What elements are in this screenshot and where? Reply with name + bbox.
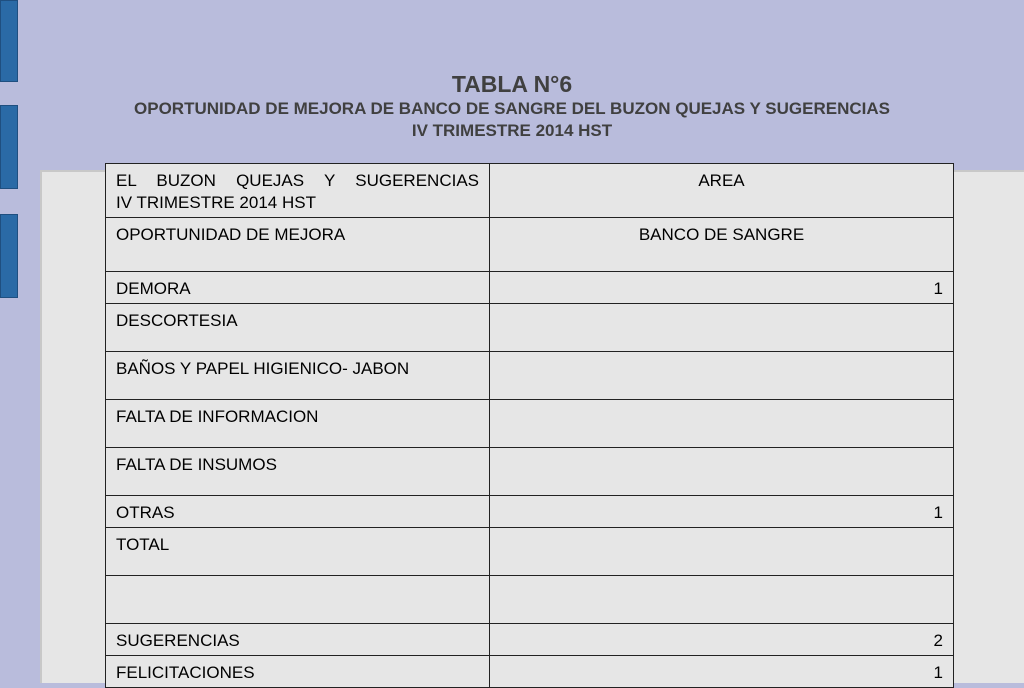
- table-row: [106, 304, 954, 352]
- row-value: 1: [490, 656, 954, 688]
- row-label: [106, 576, 490, 624]
- subheader-cell-opportunity: OPORTUNIDAD DE MEJORA: [106, 218, 490, 272]
- table-row: [106, 352, 954, 400]
- complaints-table: [105, 163, 954, 688]
- table-row: [106, 272, 954, 304]
- table-row: [106, 400, 954, 448]
- table-row: [106, 624, 954, 656]
- row-label: DEMORA: [106, 272, 490, 304]
- table-row: [106, 576, 954, 624]
- table-row: [106, 496, 954, 528]
- row-value: [490, 400, 954, 448]
- row-value: 1: [490, 272, 954, 304]
- table-header-row: [106, 164, 954, 218]
- page-title: TABLA N°6: [451, 71, 573, 97]
- row-value: [490, 448, 954, 496]
- header-cell-area: AREA: [490, 164, 954, 218]
- table-subheader-row: [106, 218, 954, 272]
- row-label: DESCORTESIA: [106, 304, 490, 352]
- row-label: FALTA DE INSUMOS: [106, 448, 490, 496]
- header-cell-mailbox: [106, 164, 490, 218]
- row-label: FELICITACIONES: [106, 656, 490, 688]
- row-value: 1: [490, 496, 954, 528]
- page-subtitle: OPORTUNIDAD DE MEJORA DE BANCO DE SANGRE DEL BUZON QUEJAS Y SUGERENCIAS: [134, 99, 890, 118]
- header-line-2: IV TRIMESTRE 2014 HST: [116, 193, 316, 212]
- row-label: BAÑOS Y PAPEL HIGIENICO- JABON: [106, 352, 490, 400]
- table-row: [106, 528, 954, 576]
- table-row: [106, 448, 954, 496]
- row-value: [490, 304, 954, 352]
- row-label: FALTA DE INFORMACION: [106, 400, 490, 448]
- accent-bar-bottom: [0, 214, 18, 298]
- title-block: [0, 70, 1024, 142]
- page-period: IV TRIMESTRE 2014 HST: [411, 121, 613, 140]
- subheader-cell-blood-bank: BANCO DE SANGRE: [490, 218, 954, 272]
- header-line-1: EL BUZON QUEJAS Y SUGERENCIAS: [116, 171, 479, 190]
- row-value: [490, 528, 954, 576]
- row-value: 2: [490, 624, 954, 656]
- row-value: [490, 576, 954, 624]
- row-label: OTRAS: [106, 496, 490, 528]
- row-label: TOTAL: [106, 528, 490, 576]
- row-label: SUGERENCIAS: [106, 624, 490, 656]
- row-value: [490, 352, 954, 400]
